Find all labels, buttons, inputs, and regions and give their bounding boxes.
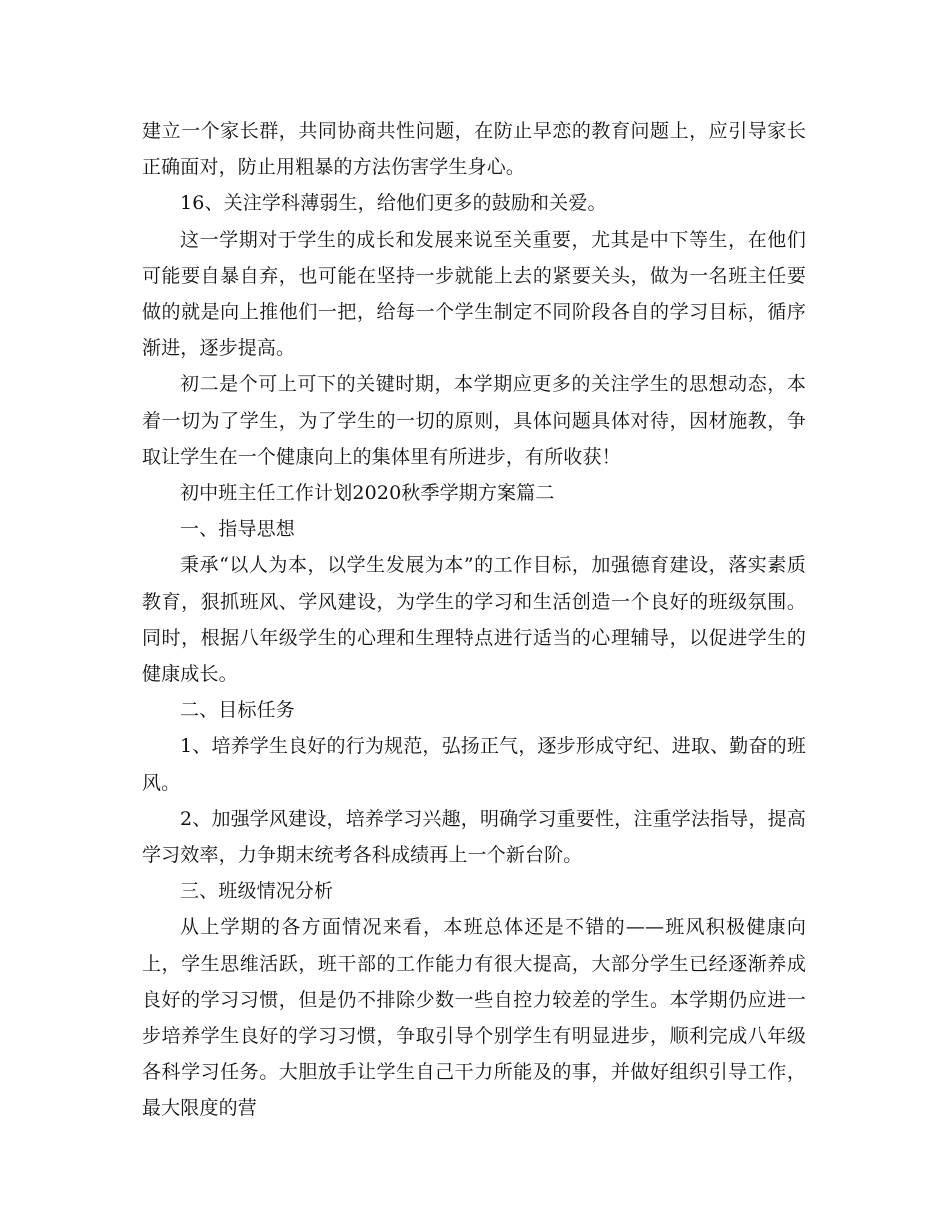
paragraph-guiding-ideology: 秉承“以人为本，以学生发展为本”的工作目标，加强德育建设，落实素质教育，狠抓班风、学风建设，为学生的学习和生活创造一个良好的班级氛围。同时，根据八年级学生的心理和生理特点进行适当的心理辅导，以促进学生的健康成长。 bbox=[142, 554, 806, 686]
heading-guiding-ideology: 一、指导思想 bbox=[180, 518, 295, 541]
section-title-plan-two: 初中班主任工作计划2020秋季学期方案篇二 bbox=[180, 482, 555, 505]
paragraph-item-16: 16、关注学科薄弱生，给他们更多的鼓励和关爱。 bbox=[180, 192, 607, 215]
heading-goals-tasks: 二、目标任务 bbox=[180, 699, 295, 722]
paragraph-class-analysis: 从上学期的各方面情况来看，本班总体还是不错的——班风积极健康向上，学生思维活跃，班干部的工作能力有很大提高，大部分学生已经逐渐养成良好的学习习惯，但是仍不排除少数一些自控力较差的学生。本学期仍应进一步培养学生良好的学习习惯，争取引导个别学生有明显进步，顺利完成八年级各科学习任务。大胆放手让学生自己干力所能及的事，并做好组织引导工作，最大限度的营 bbox=[142, 916, 806, 1120]
paragraph-goal-2: 2、加强学风建设，培养学习兴趣，明确学习重要性，注重学法指导，提高学习效率，力争期末统考各科成绩再上一个新台阶。 bbox=[142, 807, 806, 867]
document-page bbox=[142, 113, 806, 1127]
heading-class-analysis: 三、班级情况分析 bbox=[180, 880, 334, 903]
paragraph-parent-group: 建立一个家长群，共同协商共性问题，在防止早恋的教育问题上，应引导家长正确面对，防止用粗暴的方法伤害学生身心。 bbox=[142, 120, 806, 179]
paragraph-goal-1: 1、培养学生良好的行为规范，弘扬正气，逐步形成守纪、进取、勤奋的班风。 bbox=[142, 735, 806, 794]
paragraph-semester-importance: 这一学期对于学生的成长和发展来说至关重要，尤其是中下等生，在他们可能要自暴自弃，也可能在坚持一步就能上去的紧要关头，做为一名班主任要做的就是向上推他们一把，给每一个学生制定不同阶段各自的学习目标，循序渐进，逐步提高。 bbox=[142, 228, 806, 360]
paragraph-grade-two-key-period: 初二是个可上可下的关键时期，本学期应更多的关注学生的思想动态，本着一切为了学生，为了学生的一切的原则，具体问题具体对待，因材施教，争取让学生在一个健康向上的集体里有所进步，有所收获！ bbox=[142, 373, 806, 468]
